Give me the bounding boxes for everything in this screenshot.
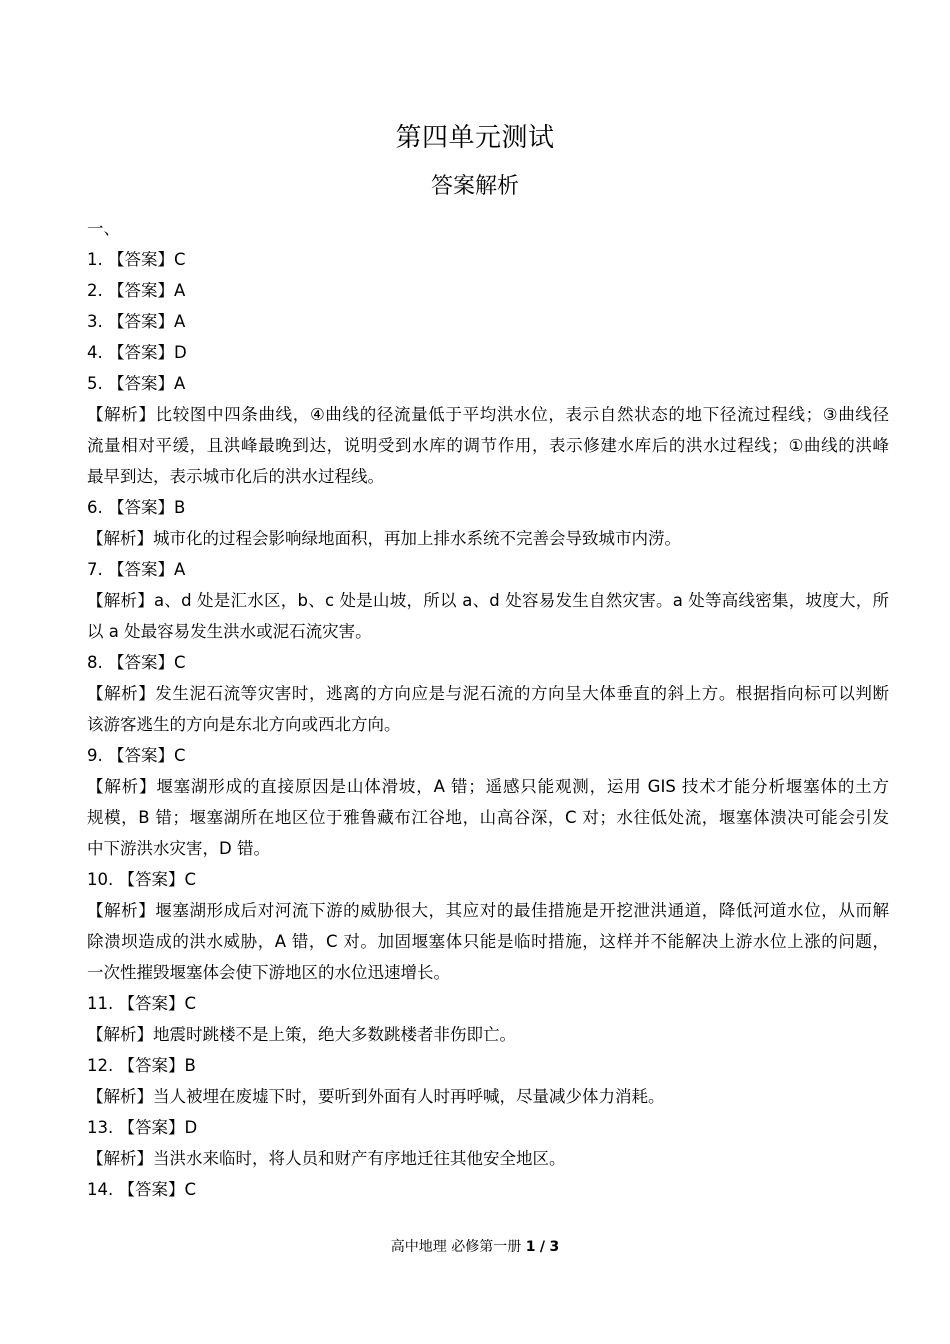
answer-line: 8. 【答案】C: [87, 653, 186, 672]
analysis-line: 【解析】城市化的过程会影响绿地面积，再加上排水系统不完善会导致城市内涝。: [87, 529, 681, 548]
analysis-line: 【解析】当人被埋在废墟下时，要听到外面有人时再呼喊，尽量减少体力消耗。: [87, 1087, 665, 1106]
answer-line: 1. 【答案】C: [87, 250, 186, 269]
answer-line: 5. 【答案】A: [87, 374, 186, 393]
analysis-line: 中下游洪水灾害，D 错。: [87, 839, 270, 858]
page-subtitle: 答案解析: [430, 174, 519, 199]
analysis-line: 该游客逃生的方向是东北方向或西北方向。: [87, 715, 401, 734]
analysis-line: 最早到达，表示城市化后的洪水过程线。: [87, 467, 384, 486]
analysis-line: 【解析】地震时跳楼不是上策，绝大多数跳楼者非伤即亡。: [87, 1025, 516, 1044]
answer-line: 11. 【答案】C: [87, 994, 197, 1013]
answer-line: 12. 【答案】B: [87, 1056, 196, 1075]
analysis-line: 流量相对平缓，且洪峰最晚到达，说明受到水库的调节作用，表示修建水库后的洪水过程线；①曲线的洪峰: [87, 436, 889, 455]
analysis-line: 【解析】堰塞湖形成的直接原因是山体滑坡，A 错；遥感只能观测，运用 GIS 技术才能分析堰塞体的土方: [87, 777, 889, 796]
answer-line: 14. 【答案】C: [87, 1180, 197, 1199]
analysis-line: 【解析】堰塞湖形成后对河流下游的威胁很大，其应对的最佳措施是开挖泄洪通道，降低河道水位，从而解: [87, 901, 889, 920]
analysis-line: 【解析】比较图中四条曲线，④曲线的径流量低于平均洪水位，表示自然状态的地下径流过程线；③曲线径: [87, 405, 889, 424]
answer-line: 2. 【答案】A: [87, 281, 186, 300]
analysis-line: 【解析】a、d 处是汇水区，b、c 处是山坡，所以 a、d 处容易发生自然灾害。a 处等高线密集，坡度大，所: [87, 591, 889, 610]
analysis-line: 以 a 处最容易发生洪水或泥石流灾害。: [87, 622, 372, 641]
page-number: 1: [525, 1239, 536, 1255]
answer-line: 3. 【答案】A: [87, 312, 186, 331]
page-total: 3: [549, 1239, 560, 1255]
analysis-line: 规模，B 错；堰塞湖所在地区位于雅鲁藏布江谷地，山高谷深，C 对；水往低处流，堰塞体溃决可能会引发: [87, 808, 889, 827]
analysis-line: 除溃坝造成的洪水威胁，A 错，C 对。加固堰塞体只能是临时措施，这样并不能解决上游水位上涨的问题，: [87, 932, 889, 951]
analysis-line: 【解析】发生泥石流等灾害时，逃离的方向应是与泥石流的方向呈大体垂直的斜上方。根据指向标可以判断: [87, 684, 889, 703]
analysis-line: 【解析】当洪水来临时，将人员和财产有序地迁往其他安全地区。: [87, 1149, 566, 1168]
section-heading: 一、: [87, 219, 120, 238]
answer-content: [87, 213, 889, 1205]
answer-line: 4. 【答案】D: [87, 343, 187, 362]
analysis-line: 一次性摧毁堰塞体会使下游地区的水位迅速增长。: [87, 963, 450, 982]
page-title: 第四单元测试: [395, 123, 555, 153]
answer-line: 9. 【答案】C: [87, 746, 186, 765]
footer-label: 高中地理 必修第一册: [390, 1239, 522, 1255]
answer-line: 10. 【答案】C: [87, 870, 197, 889]
answer-line: 7. 【答案】A: [87, 560, 186, 579]
page-footer: [0, 1233, 950, 1261]
answer-line: 13. 【答案】D: [87, 1118, 198, 1137]
answer-line: 6. 【答案】B: [87, 498, 186, 517]
page-separator: /: [539, 1239, 546, 1255]
